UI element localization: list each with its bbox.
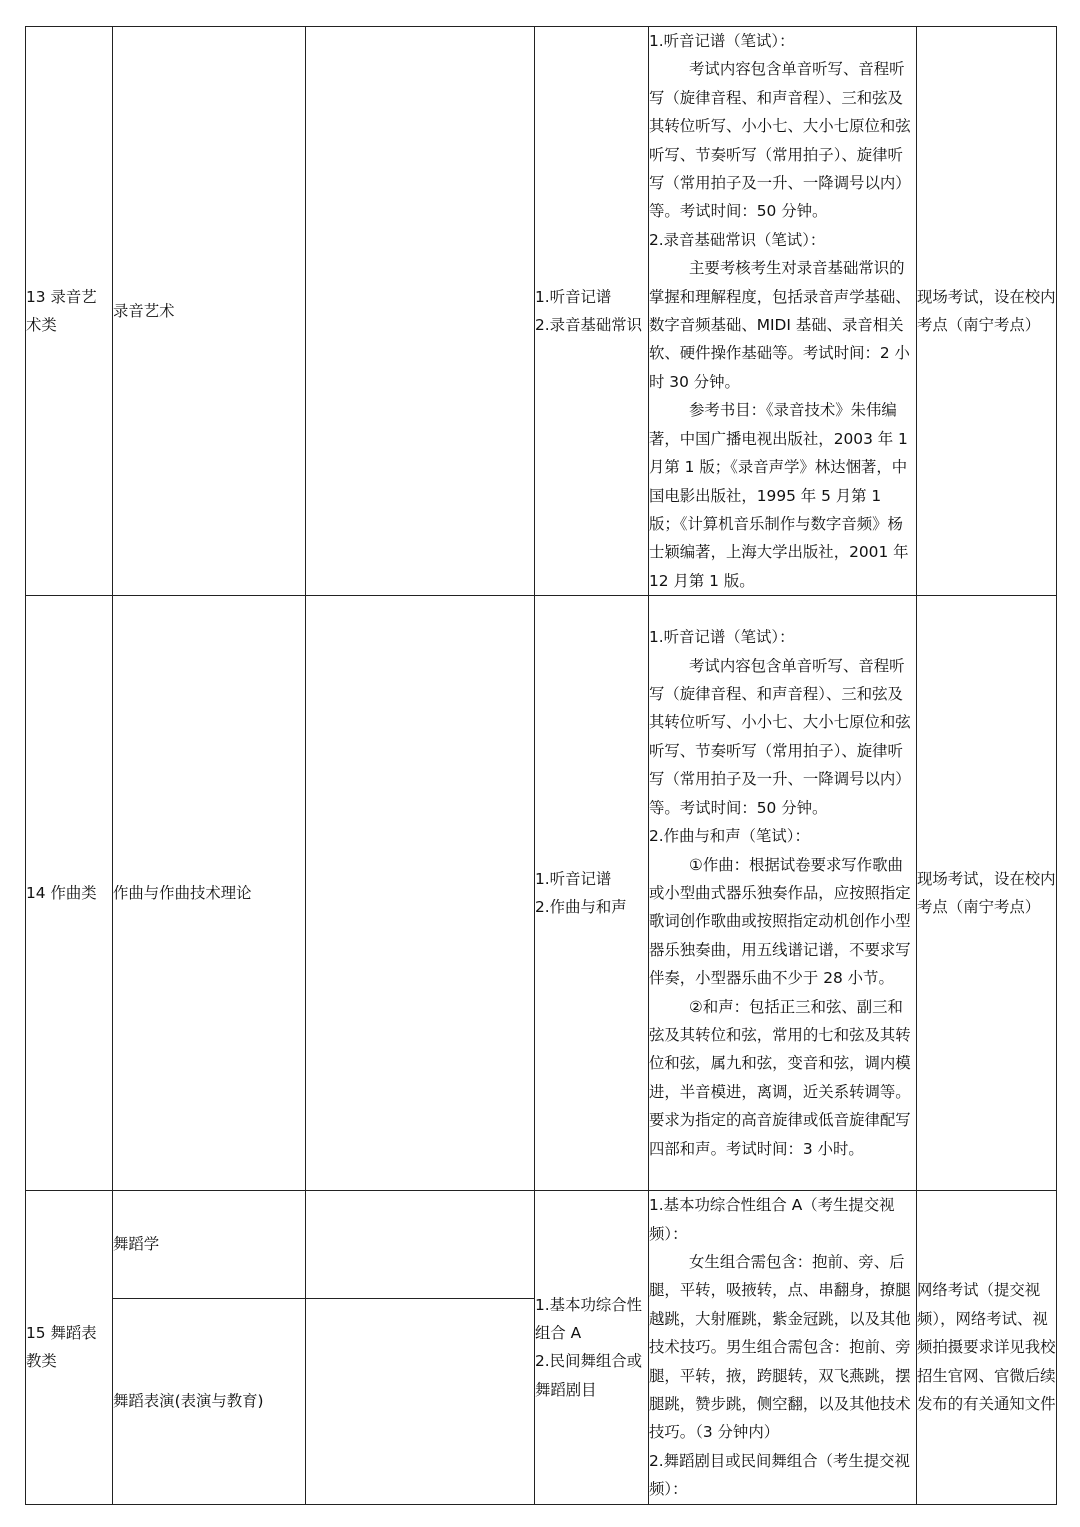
location-cell: [917, 1191, 1057, 1504]
major-cell: [113, 596, 306, 1191]
category-label: 14 作曲类: [26, 883, 97, 902]
subject-item: 1.听音记谱: [535, 287, 612, 306]
detail-paragraph: 参考书目：《录音技术》朱伟编著，中国广播电视出版社，2003 年 1 月第 1 版；《录音声学》林达悃著，中国电影出版社，1995 年 5 月第 1 版；《计算机音乐制作与数字音频》杨士颖编著，上海大学出版社，2001 年 12 月第 1 版。: [649, 401, 914, 590]
detail-heading: 1.听音记谱（笔试）：: [649, 628, 795, 647]
category-cell: [26, 1191, 113, 1504]
details-cell: [649, 596, 917, 1191]
details-cell: [649, 27, 917, 596]
detail-heading: 2.作曲与和声（笔试）：: [649, 827, 810, 846]
category-cell: [26, 27, 113, 596]
major-cell: [113, 1191, 306, 1299]
empty-cell: [306, 1191, 535, 1299]
detail-paragraph: 考试内容包含单音听写、音程听写（旋律音程、和声音程）、三和弦及其转位听写、小小七、大小七原位和弦听写、节奏听写（常用拍子）、旋律听写（常用拍子及一升、一降调号以内）等。考试时间：50 分钟。: [649, 656, 911, 817]
subject-item: 2.录音基础常识: [535, 316, 643, 335]
empty-cell: [306, 27, 535, 596]
location-label: 网络考试（提交视频），网络考试、视频拍摄要求详见我校招生官网、官微后续发布的有关通知文件: [917, 1281, 1056, 1413]
subjects-cell: [535, 1191, 649, 1504]
location-label: 现场考试，设在校内考点（南宁考点）: [917, 869, 1056, 917]
empty-cell: [306, 596, 535, 1191]
major-label: 作曲与作曲技术理论: [113, 883, 252, 902]
subject-item: 1.听音记谱: [535, 869, 612, 888]
table-row: [26, 1191, 1057, 1299]
detail-paragraph: 女生组合需包含：抱前、旁、后腿，平转，吸掖转，点、串翻身，撩腿越跳，大射雁跳，紫金冠跳，以及其他技术技巧。男生组合需包含：抱前、旁腿，平转，掖，跨腿转，双飞燕跳，摆腿跳，赞步跳，侧空翻，以及其他技术技巧。（3 分钟内）: [649, 1252, 911, 1442]
major-cell: [113, 27, 306, 596]
location-label: 现场考试，设在校内考点（南宁考点）: [917, 287, 1056, 335]
major-label: 录音艺术: [113, 301, 175, 320]
detail-heading: 2.舞蹈剧目或民间舞组合（考生提交视频）：: [649, 1451, 910, 1499]
detail-heading: 1.基本功综合性组合 A（考生提交视频）：: [649, 1196, 895, 1243]
subject-item: 2.民间舞组合或舞蹈剧目: [535, 1352, 643, 1399]
major-label: 舞蹈表演(表演与教育): [113, 1391, 264, 1410]
empty-cell: [306, 1298, 535, 1504]
location-cell: [917, 27, 1057, 596]
subjects-cell: [535, 27, 649, 596]
detail-heading: 2.录音基础常识（笔试）：: [649, 230, 826, 249]
category-label: 13 录音艺术类: [26, 287, 97, 335]
table-row: [26, 596, 1057, 1191]
details-cell: [649, 1191, 917, 1504]
detail-paragraph: 考试内容包含单音听写、音程听写（旋律音程、和声音程）、三和弦及其转位听写、小小七、大小七原位和弦听写、节奏听写（常用拍子）、旋律听写（常用拍子及一升、一降调号以内）等。考试时间：50 分钟。: [649, 60, 911, 221]
detail-paragraph: ②和声：包括正三和弦、副三和弦及其转位和弦，常用的七和弦及其转位和弦，属九和弦，变音和弦，调内模进，半音模进，离调，近关系转调等。要求为指定的高音旋律或低音旋律配写四部和声。考试时间：3 小时。: [649, 997, 911, 1158]
category-cell: [26, 596, 113, 1191]
subject-item: 1.基本功综合性组合 A: [535, 1295, 643, 1342]
major-cell: [113, 1298, 306, 1504]
table-row: [26, 27, 1057, 596]
exam-table: [25, 26, 1057, 1505]
major-label: 舞蹈学: [113, 1235, 160, 1254]
category-label: 15 舞蹈表教类: [26, 1323, 97, 1371]
detail-paragraph: ①作曲：根据试卷要求写作歌曲或小型曲式器乐独奏作品，应按照指定歌词创作歌曲或按照指定动机创作小型器乐独奏曲，用五线谱记谱，不要求写伴奏，小型器乐曲不少于 28 小节。: [649, 855, 911, 988]
subject-item: 2.作曲与和声: [535, 898, 627, 917]
detail-heading: 1.听音记谱（笔试）：: [649, 32, 795, 50]
location-cell: [917, 596, 1057, 1191]
detail-paragraph: 主要考核考生对录音基础常识的掌握和理解程度，包括录音声学基础、数字音频基础、MIDI 基础、录音相关软、硬件操作基础等。考试时间：2 小时 30 分钟。: [649, 259, 911, 391]
subjects-cell: [535, 596, 649, 1191]
